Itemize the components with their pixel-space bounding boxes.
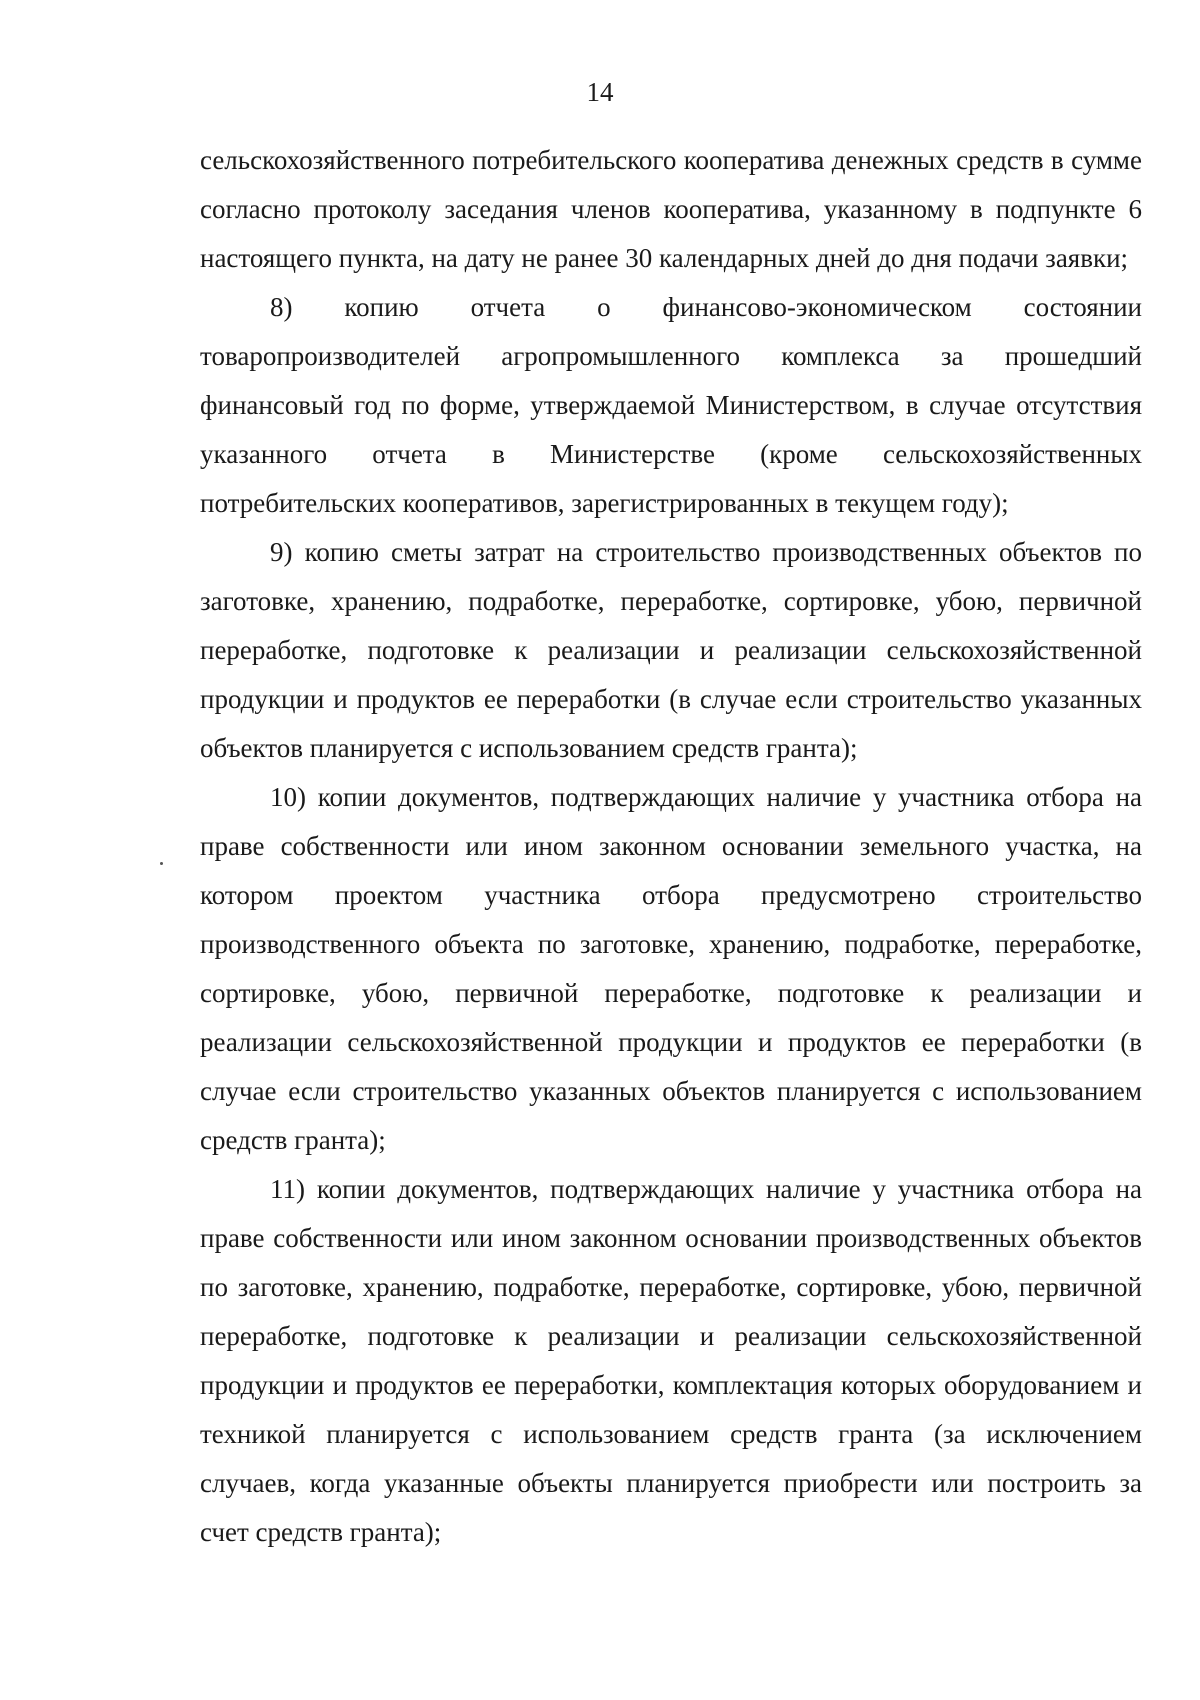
paragraph-item-10: 10) копии документов, подтверждающих наличие у участника отбора на праве собственности или ином законном основании земельного участка, на котором проектом участника отбора предусмотрено строительство производственного объекта по заготовке, хранению, подработке, переработке, сортировке, убою, первичной переработке, подготовке к реализации и реализации сельскохозяйственной продукции и продуктов ее переработки (в случае если строительство указанных объектов планируется с использованием средств гранта); bbox=[200, 782, 1142, 1155]
paragraph-item-8: 8) копию отчета о финансово-экономическом состоянии товаропроизводителей агропромышленного комплекса за прошедший финансовый год по форме, утверждаемой Министерством, в случае отсутствия указанного отчета в Министерстве (кроме сельскохозяйственных потребительских кооперативов, зарегистрированных в текущем году); bbox=[200, 292, 1142, 518]
page-number: 14 bbox=[586, 77, 614, 107]
scan-speck bbox=[160, 862, 163, 865]
paragraph-item-9: 9) копию сметы затрат на строительство производственных объектов по заготовке, хранению, подработке, переработке, сортировке, убою, первичной переработке, подготовке к реализации и реализации сельскохозяйственной продукции и продуктов ее переработки (в случае если строительство указанных объектов планируется с использованием средств гранта); bbox=[200, 537, 1142, 763]
document-body bbox=[200, 136, 1142, 1557]
paragraph-item-11: 11) копии документов, подтверждающих наличие у участника отбора на праве собственности или ином законном основании производственных объектов по заготовке, хранению, подработке, переработке, сортировке, убою, первичной переработке, подготовке к реализации и реализации сельскохозяйственной продукции и продуктов ее переработки, комплектация которых оборудованием и техникой планируется с использованием средств гранта (за исключением случаев, когда указанные объекты планируется приобрести или построить за счет средств гранта); bbox=[200, 1174, 1142, 1547]
paragraph-item-7-continued: сельскохозяйственного потребительского кооператива денежных средств в сумме согласно протоколу заседания членов кооператива, указанному в подпункте 6 настоящего пункта, на дату не ранее 30 календарных дней до дня подачи заявки; bbox=[200, 145, 1142, 273]
